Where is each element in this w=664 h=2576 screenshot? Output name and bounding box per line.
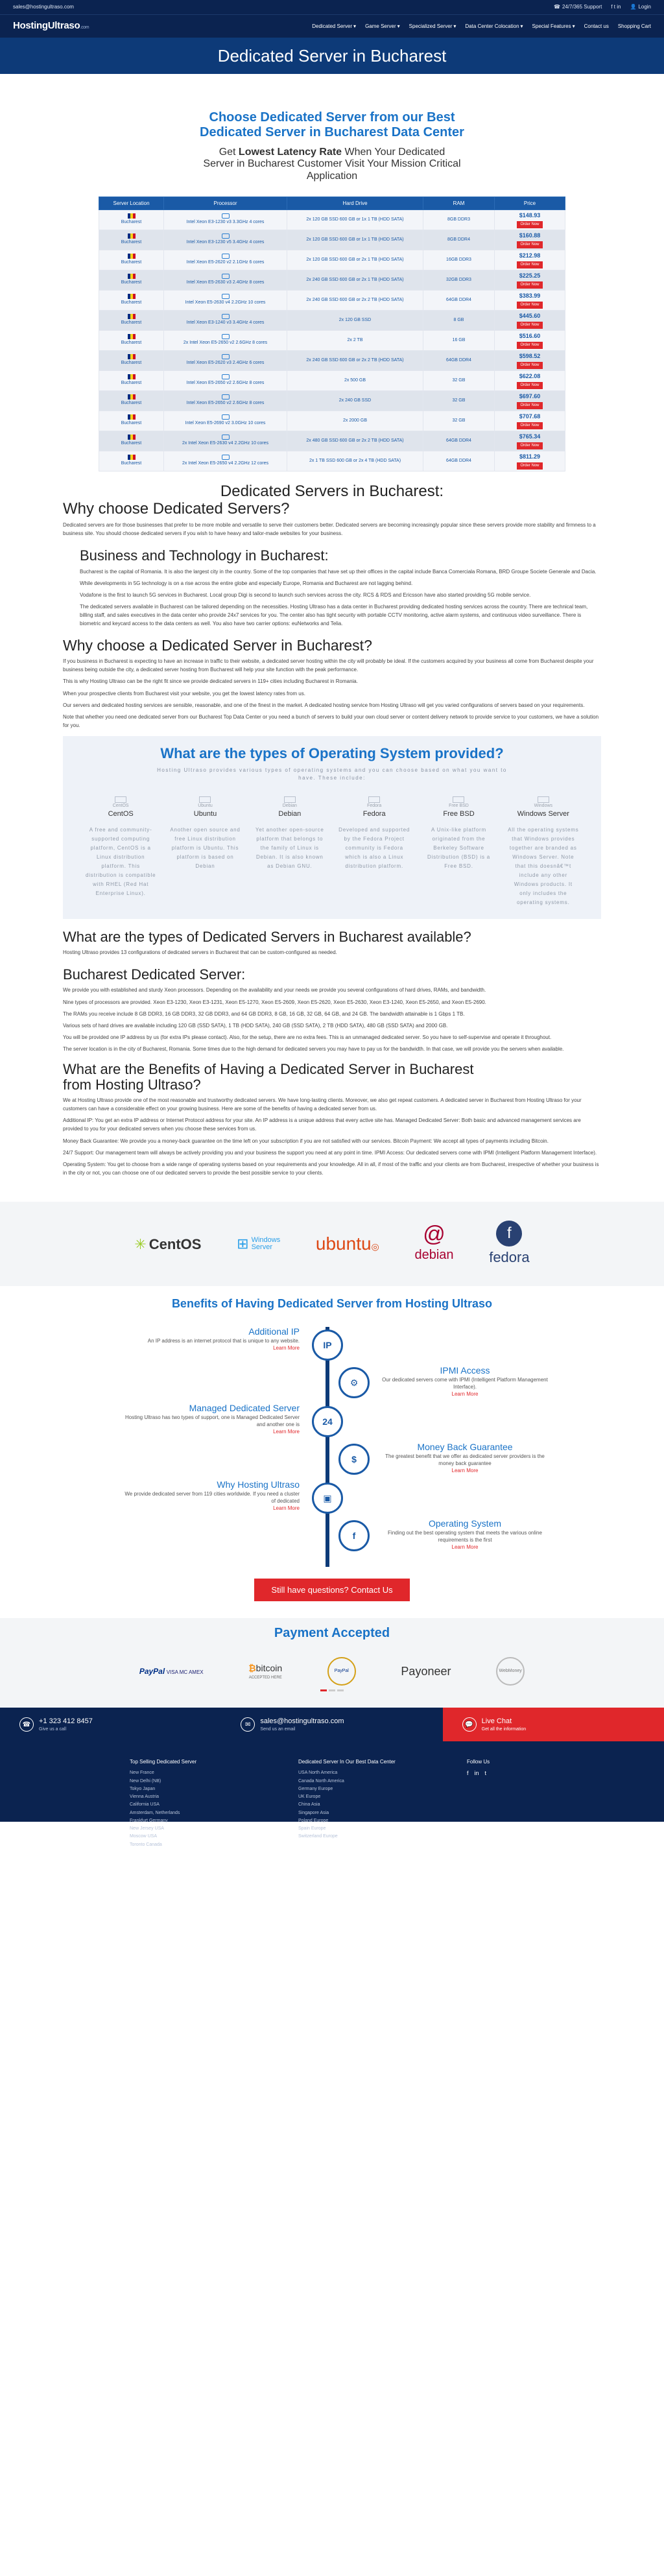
benefit-icon: $ <box>338 1444 370 1475</box>
server-row <box>99 230 565 250</box>
romania-flag-icon <box>128 394 136 400</box>
webmoney-badge: WebMoney <box>496 1657 525 1686</box>
cell-processor: Intel Xeon E5-2620 v3 2.4GHz 6 cores <box>164 351 287 371</box>
cell-location: Bucharest <box>99 210 164 230</box>
cell-hdd: 2x 240 GB SSD 600 GB or 2x 2 TB (HDD SATA) <box>287 351 423 371</box>
benefits-p1: We at Hosting Ultraso provide one of the most reasonable and trustworthy dedicated servers. We have long-lasting clients. Moreover, we also get repeat customers. A dedicated server in Bucharest from Hosting Ultraso for your customers can have a considerable effect on your growing business. Here are some of the benefits of having a dedicated server from us. <box>63 1097 582 1112</box>
payments-title: Payment Accepted <box>274 1626 390 1641</box>
romania-flag-icon <box>128 233 136 239</box>
cell-price: $212.98 Order Now <box>495 250 565 270</box>
order-now-button[interactable]: Order Now <box>517 261 543 268</box>
chat-icon: 💬 <box>462 1717 477 1732</box>
cell-price: $765.34 Order Now <box>495 431 565 451</box>
order-now-button[interactable]: Order Now <box>517 362 543 369</box>
cell-ram: 8 GB <box>423 311 495 331</box>
cell-location: Bucharest <box>99 431 164 451</box>
footer-link[interactable]: Spain Europe <box>298 1826 326 1831</box>
phone-icon: ☎ <box>19 1717 34 1732</box>
footer-link[interactable]: Tokyo Japan <box>130 1786 156 1791</box>
windows-server-logo: ⊞ Windows Server <box>237 1235 281 1252</box>
cell-price: $622.08 Order Now <box>495 371 565 391</box>
order-now-button[interactable]: Order Now <box>517 281 543 289</box>
cell-processor: Intel Xeon E5-2630 v4 2.2GHz 10 cores <box>164 291 287 311</box>
content-area <box>63 483 601 1177</box>
romania-flag-icon <box>128 213 136 219</box>
why-heading: Dedicated Servers in Bucharest: Why choose Dedicated Servers? <box>63 483 444 518</box>
os-title: What are the types of Operating System provided? <box>160 745 504 762</box>
main-nav <box>0 14 664 38</box>
romania-flag-icon <box>128 334 136 339</box>
types-text: Hosting Ultraso provides 13 configurations of dedicated servers in Bucharest that can be custom-configured as needed. <box>63 949 337 956</box>
live-chat[interactable]: 💬 Live Chat Get all the information <box>443 1708 664 1741</box>
footer-link[interactable]: Frankfurt Germany <box>130 1818 168 1823</box>
os-logo-icon <box>115 796 126 803</box>
order-now-button[interactable]: Order Now <box>517 241 543 248</box>
debian-swirl-icon: @ <box>423 1222 445 1247</box>
centos-icon: ✳ <box>134 1235 147 1252</box>
email-contact[interactable]: ✉ sales@hostingultraso.com Send us an email <box>221 1708 442 1741</box>
server-row <box>99 311 565 331</box>
cpu-icon <box>222 233 230 239</box>
debian-logo: @ debian <box>414 1222 454 1263</box>
headset-icon: ☎ <box>553 4 560 10</box>
hero-banner <box>0 38 664 74</box>
benefit-item: Operating System Finding out the best operating system that meets the various online requirements is the first Learn More <box>377 1519 552 1551</box>
server-row <box>99 250 565 270</box>
cell-processor: 2x Intel Xeon E5-2630 v4 2.2GHz 10 cores <box>164 431 287 451</box>
cell-price: $707.68 Order Now <box>495 411 565 431</box>
order-now-button[interactable]: Order Now <box>517 462 543 470</box>
cell-ram: 8GB DDR4 <box>423 230 495 250</box>
carousel-dots[interactable] <box>0 1689 664 1691</box>
paypal-cards-logo: PayPal VISA MC AMEX <box>139 1667 204 1676</box>
payoneer-logo: Payoneer <box>401 1664 451 1678</box>
footer-link[interactable]: Poland Europe <box>298 1818 329 1823</box>
nav-item-game-server[interactable]: Game Server ▾ <box>365 23 400 29</box>
order-now-button[interactable]: Order Now <box>517 382 543 389</box>
benefits-title: Benefits of Having Dedicated Server from Hosting Ultraso <box>171 1297 493 1311</box>
cell-ram: 64GB DDR4 <box>423 451 495 471</box>
whydc-heading: Why choose a Dedicated Server in Bucharest? <box>63 636 372 654</box>
cell-ram: 16GB DDR3 <box>423 250 495 270</box>
whydc-p1: If you business in Bucharest is expecting to have an increase in traffic to their website, a dedicated server hosting within the city will probably be ideal. If the customers acquired by your business all come from Bucharest despite your business being outside the city, a dedicated server hosting from Bucharest will help your site function with the peak performance. <box>63 658 594 673</box>
cell-hdd: 2x 500 GB <box>287 371 423 391</box>
server-row <box>99 331 565 351</box>
benefit-icon: 24 <box>312 1406 343 1437</box>
server-row <box>99 431 565 451</box>
cell-hdd: 2x 1 TB SSD 600 GB or 2x 4 TB (HDD SATA) <box>287 451 423 471</box>
cell-location: Bucharest <box>99 270 164 291</box>
order-now-button[interactable]: Order Now <box>517 302 543 309</box>
cell-hdd: 2x 120 GB SSD <box>287 311 423 331</box>
nav-menu <box>312 23 651 30</box>
os-logos-strip <box>0 1202 664 1286</box>
cell-location: Bucharest <box>99 451 164 471</box>
paypal-badge: PayPal <box>327 1657 356 1686</box>
cell-hdd: 2x 2000 GB <box>287 411 423 431</box>
order-now-button[interactable]: Order Now <box>517 442 543 449</box>
footer-link[interactable]: Vienna Austria <box>130 1795 160 1800</box>
order-now-button[interactable]: Order Now <box>517 342 543 349</box>
cell-processor: Intel Xeon E5-2620 v2 2.1GHz 6 cores <box>164 250 287 270</box>
footer-link[interactable]: Amsterdam, Netherlands <box>130 1810 180 1815</box>
footer-link[interactable]: Germany Europe <box>298 1786 333 1791</box>
romania-flag-icon <box>128 254 136 259</box>
os-logo-icon <box>453 796 464 803</box>
cell-location: Bucharest <box>99 250 164 270</box>
benefits-p5: Operating System: You get to choose from a wide range of operating systems based on your requirements and your knowledge. All in all, if most of the traffic and your clients are from Bucharest, irrespective of whether your business is in the city or not, you can choose one of our dedicated servers to provide the best possible service to your clients. <box>63 1162 599 1176</box>
benefits-section <box>0 1286 664 1567</box>
cell-hdd: 2x 480 GB SSD 600 GB or 2x 2 TB (HDD SATA) <box>287 431 423 451</box>
benefits-text-heading: What are the Benefits of Having a Dedicated Server in Bucharest from Hosting Ultraso? <box>63 1060 474 1093</box>
cell-price: $160.88 Order Now <box>495 230 565 250</box>
cell-processor: Intel Xeon E3-1230 v5 3.4GHz 4 cores <box>164 230 287 250</box>
benefit-item: Additional IP An IP address is an internet protocol that is unique to any website. Learn More <box>124 1327 300 1352</box>
payment-logos <box>0 1643 664 1686</box>
benefit-icon: ▣ <box>312 1483 343 1514</box>
os-item: Debian Debian Yet another open-source platform that belongs to the family of Linux is Debian. It is also known as Debian GNU. <box>254 796 326 907</box>
cpu-icon <box>222 274 230 279</box>
footer-col-follow: Follow Us f in t <box>467 1758 577 1822</box>
payments-section <box>0 1618 664 1708</box>
cell-location: Bucharest <box>99 230 164 250</box>
order-now-button[interactable]: Order Now <box>517 322 543 329</box>
learn-more-link[interactable]: Learn More <box>451 1468 479 1474</box>
cell-ram: 64GB DDR4 <box>423 291 495 311</box>
os-item: CentOS CentOS A free and community-supported computing platform, CentOS is a Linux distribution platform. This distribution is compatible with RHEL (Red Hat Enterprise Linux). <box>85 796 156 907</box>
cell-processor: 2x Intel Xeon E5-2650 v4 2.2GHz 12 cores <box>164 451 287 471</box>
cpu-icon <box>222 314 230 319</box>
nav-item-special-features[interactable]: Special Features ▾ <box>532 23 575 29</box>
os-logo-icon <box>368 796 380 803</box>
cpu-icon <box>222 394 230 400</box>
nav-item-contact[interactable]: Contact us <box>584 23 609 29</box>
server-row <box>99 391 565 411</box>
cell-hdd: 2x 240 GB SSD 600 GB or 2x 2 TB (HDD SATA) <box>287 291 423 311</box>
cpu-icon <box>222 455 230 460</box>
cell-processor: Intel Xeon E5-2630 v3 2.4GHz 8 cores <box>164 270 287 291</box>
benefit-icon: IP <box>312 1330 343 1361</box>
bds-p6: The server location is in the city of Bucharest, Romania. Some times due to the high demand for dedicated servers you may have to pay us for the bandwidth. In that case, we will provide you the servers when available. <box>63 1046 564 1053</box>
cell-location: Bucharest <box>99 391 164 411</box>
col-hdd: Hard Drive <box>287 197 423 210</box>
cpu-icon <box>222 334 230 339</box>
footer <box>0 1741 664 1847</box>
server-row <box>99 451 565 471</box>
server-row <box>99 351 565 371</box>
benefits-p3: Money Back Guarantee: We provide you a money-back guarantee on the time left on your subscription if you are not satisfied with our services. Bitcoin Payment: We accept all types of payments including Bitcoin. <box>63 1138 549 1144</box>
cpu-icon <box>222 374 230 379</box>
col-processor: Processor <box>164 197 287 210</box>
learn-more-link[interactable]: Learn More <box>451 1391 479 1398</box>
ubuntu-icon: ◎ <box>371 1241 379 1252</box>
order-now-button[interactable]: Order Now <box>517 221 543 228</box>
biz-p3: Vodafone is the first to launch 5G services in Bucharest. Local group Digi is second to launch such services across the city. RCS & RDS and Ericsson have also started providing 5G mobile service. <box>80 591 531 598</box>
cell-ram: 32 GB <box>423 371 495 391</box>
benefit-icon: f <box>338 1520 370 1551</box>
cpu-icon <box>222 213 230 219</box>
biz-p2: While developments in 5G technology is on a rise across the entire globe and especially Europe, Romania and Bucharest are not lagging behind. <box>80 580 413 586</box>
server-table <box>99 197 565 471</box>
support-link[interactable]: ☎ 24/7/365 Support <box>553 4 602 10</box>
cell-hdd: 2x 120 GB SSD 600 GB or 1x 1 TB (HDD SATA) <box>287 230 423 250</box>
cpu-icon <box>222 414 230 420</box>
ubuntu-logo: ubuntu◎ <box>315 1234 379 1254</box>
romania-flag-icon <box>128 294 136 299</box>
whydc-p2: This is why Hosting Ultraso can be the right fit since we provide dedicated servers in 119+ cities including Bucharest in Romania. <box>63 678 358 685</box>
footer-link[interactable]: New France <box>130 1771 154 1776</box>
biz-heading: Business and Technology in Bucharest: <box>80 547 329 564</box>
page-title: Dedicated Server in Bucharest <box>217 45 447 66</box>
bds-p3: The RAMs you receive include 8 GB DDR3, 16 GB DDR3, 32 GB DDR3, and 64 GB DDR3, 8 GB, 16 GB, 32 GB, 64 GB, and 24 GB. The bandwidth attainable is 1 Gbps 1 TB. <box>63 1010 465 1017</box>
os-logo-icon <box>284 796 296 803</box>
cell-price: $383.99 Order Now <box>495 291 565 311</box>
cell-processor: Intel Xeon E5-2650 v2 2.6GHz 8 cores <box>164 391 287 411</box>
footer-link[interactable]: Moscow USA <box>130 1834 158 1839</box>
cell-price: $811.29 Order Now <box>495 451 565 471</box>
cell-processor: Intel Xeon E3-1240 v3 3.4GHz 4 cores <box>164 311 287 331</box>
os-subtitle: Hosting Ultraso provides various types of operating systems and you can choose based on what you want to have. These include: <box>157 767 507 781</box>
os-columns <box>71 782 593 907</box>
benefit-item: Why Hosting Ultraso We provide dedicated server from 119 cities worldwide. If you need a cluster of dedicated Learn More <box>124 1479 300 1512</box>
footer-link[interactable]: UK Europe <box>298 1795 321 1800</box>
whydc-p3: When your prospective clients from Bucharest visit your website, you get the lowest latency rates from us. <box>63 690 305 697</box>
biz-p1: Bucharest is the capital of Romania. It is also the largest city in the country. Some of the top companies that have set up their offices in the capital include Banca Comerciala Romana, BRD Groupe Societe Generale and Dacia. <box>80 568 597 575</box>
benefits-p2: Additional IP: You get an extra IP address or Internet Protocol address for your site. An IP address is a unique address that every active site has. Managed Dedicated Server: Both basic and advanced management services are provided to you for your dedicated servers when you choose these services from us. <box>63 1117 581 1132</box>
cell-ram: 32GB DDR3 <box>423 270 495 291</box>
cell-location: Bucharest <box>99 311 164 331</box>
learn-more-link[interactable]: Learn More <box>273 1505 300 1512</box>
cell-location: Bucharest <box>99 291 164 311</box>
fedora-logo: f fedora <box>489 1221 529 1268</box>
types-heading: What are the types of Dedicated Servers in Bucharest available? <box>63 928 471 945</box>
bds-heading: Bucharest Dedicated Server: <box>63 966 246 983</box>
social-icon[interactable]: t <box>484 1770 487 1777</box>
romania-flag-icon <box>128 435 136 440</box>
footer-link[interactable]: California USA <box>130 1802 160 1807</box>
bds-p4: Various sets of hard drives are available including 120 GB (SSD SATA), 1 TB (HDD SATA), 240 GB (SSD SATA), 2 TB (HDD SATA), 480 GB (SSD SATA) and 2000 GB. <box>63 1022 448 1029</box>
user-icon: 👤 <box>630 4 637 10</box>
cell-hdd: 2x 120 GB SSD 600 GB or 1x 1 TB (HDD SATA) <box>287 210 423 230</box>
bds-p1: We provide you with established and sturdy Xeon processors. Depending on the availability and your needs we provide you several configurations of hard drives, RAMs, and bandwidth. <box>63 987 486 994</box>
footer-col-top-selling: Top Selling Dedicated Server New France New Delhi (NB) Tokyo Japan Vienna Austria California USA Amsterdam, Netherlands Frankfurt Germany New Jersey USA Moscow USA Toronto Canada <box>130 1758 240 1822</box>
cell-price: $148.93 Order Now <box>495 210 565 230</box>
cell-location: Bucharest <box>99 371 164 391</box>
romania-flag-icon <box>128 274 136 279</box>
server-row <box>99 270 565 291</box>
footer-link[interactable]: Singapore Asia <box>298 1810 329 1815</box>
why-text: Dedicated servers are for those businesses that prefer to be more mobile and versatile to serve their customers better. Dedicated servers are becoming increasingly popular since these servers provide more stability and firmness to a business site. You should choose dedicated servers if you wish to have heavy and tailor-made websites for your business. <box>63 521 596 537</box>
romania-flag-icon <box>128 414 136 420</box>
cell-price: $598.52 Order Now <box>495 351 565 371</box>
romania-flag-icon <box>128 314 136 319</box>
biz-p4: The dedicated servers available in Bucharest can be tailored depending on the necessities. Hosting Ultraso has a data center in Bucharest providing dedicated hosting services across the country. There are technical team, billing staff, and sales executives in the data center who provide 24x7 services for you. The center also has tight security with portable CCTV monitoring, active alarm systems, and continuous video surveillance. There is biometric and keycard access to the data centers as well. You also have two carrier options: euNetworks and Telia. <box>80 604 588 627</box>
server-row <box>99 371 565 391</box>
server-row <box>99 291 565 311</box>
whydc-p4: Our servers and dedicated hosting services are sensible, reasonable, and one of the finest in the market. A dedicated hosting service from Hosting Ultraso will get you varied configurations of servers based on your requirements. <box>63 702 585 708</box>
cell-price: $445.60 Order Now <box>495 311 565 331</box>
os-item: Fedora Fedora Developed and supported by the Fedora Project community is Fedora which is also a Linux distribution platform. <box>338 796 410 907</box>
benefits-timeline <box>124 1326 548 1567</box>
bds-p2: Nine types of processors are provided. Xeon E3-1230, Xeon E3-1231, Xeon E5-1270, Xeon E5-2609, Xeon E5-2620, Xeon E5-2630, Xeon E3-1240, Xeon E5-2650, and Xeon E5-2690. <box>63 999 486 1005</box>
cell-ram: 8GB DDR3 <box>423 210 495 230</box>
nav-item-dedicated-server[interactable]: Dedicated Server ▾ <box>312 23 357 29</box>
os-item: Windows Windows Server All the operating systems that Windows provides together are branded as Windows Server. Note that this doesnâ€™t include any other Windows products. It only includes the operating systems. <box>508 796 579 907</box>
cpu-icon <box>222 354 230 359</box>
footer-col-data-center: Dedicated Server In Our Best Data Center USA North America Canada North America Germany Europe UK Europe China Asia Singapore Asia Poland Europe Spain Europe Switzerland Europe <box>298 1758 409 1822</box>
cell-price: $225.25 Order Now <box>495 270 565 291</box>
benefit-item: Money Back Guarantee The greatest benefit that we offer as dedicated server providers is the money back guarantee Learn More <box>377 1442 552 1475</box>
cell-processor: Intel Xeon E5-2650 v2 2.6GHz 8 cores <box>164 371 287 391</box>
footer-link[interactable]: Switzerland Europe <box>298 1834 338 1839</box>
footer-link[interactable]: Toronto Canada <box>130 1842 162 1847</box>
site-logo[interactable]: HostingUltraso.com <box>13 20 89 32</box>
order-now-button[interactable]: Order Now <box>517 402 543 409</box>
centos-logo: ✳ CentOS <box>134 1234 201 1255</box>
footer-link[interactable]: Canada North America <box>298 1778 344 1783</box>
benefits-p4: 24/7 Support: Our management team will always be actively providing you and your business the support you need at any point in time. IPMI Access: Our dedicated servers come with IPMI (Intelligent Platform Management Interface). <box>63 1149 597 1156</box>
cell-location: Bucharest <box>99 411 164 431</box>
benefit-icon: ⚙ <box>338 1367 370 1398</box>
os-item: Free BSD Free BSD A Unix-like platform originated from the Berkeley Software Distribution (BSD) is a Free BSD. <box>423 796 494 907</box>
cell-ram: 64GB DDR4 <box>423 351 495 371</box>
cell-ram: 32 GB <box>423 391 495 411</box>
romania-flag-icon <box>128 374 136 379</box>
top-bar <box>0 0 664 14</box>
cell-location: Bucharest <box>99 331 164 351</box>
cell-ram: 32 GB <box>423 411 495 431</box>
server-row <box>99 411 565 431</box>
phone-contact[interactable]: ☎ +1 323 412 8457 Give us a call <box>0 1708 221 1741</box>
os-panel <box>63 736 601 919</box>
cell-price: $516.60 Order Now <box>495 331 565 351</box>
os-logo-icon <box>199 796 211 803</box>
footer-link[interactable]: USA North America <box>298 1771 338 1776</box>
col-ram: RAM <box>423 197 495 210</box>
login-link[interactable]: 👤 Login <box>630 4 651 10</box>
footer-link[interactable]: China Asia <box>298 1802 320 1807</box>
benefit-item: Managed Dedicated Server Hosting Ultraso has two types of support, one is Managed Dedicated Server and another one is Learn More <box>124 1403 300 1435</box>
contact-bar <box>0 1708 664 1741</box>
cell-hdd: 2x 120 GB SSD 600 GB or 2x 1 TB (HDD SATA) <box>287 250 423 270</box>
cell-hdd: 2x 240 GB SSD 600 GB or 2x 1 TB (HDD SATA) <box>287 270 423 291</box>
contact-us-button[interactable]: Still have questions? Contact Us <box>254 1579 409 1601</box>
bitcoin-logo: ₿bitcoin ACCEPTED HERE <box>248 1663 283 1680</box>
col-price: Price <box>495 197 565 210</box>
romania-flag-icon <box>128 354 136 359</box>
cpu-icon <box>222 294 230 299</box>
learn-more-link[interactable]: Learn More <box>273 1429 300 1435</box>
cell-processor: 2x Intel Xeon E5-2650 v2 2.6GHz 8 cores <box>164 331 287 351</box>
social-icon[interactable]: f <box>467 1770 469 1777</box>
social-icons: f t in <box>611 4 621 10</box>
timeline-line <box>326 1327 329 1567</box>
cell-ram: 64GB DDR4 <box>423 431 495 451</box>
romania-flag-icon <box>128 455 136 460</box>
learn-more-link[interactable]: Learn More <box>451 1544 479 1551</box>
cell-location: Bucharest <box>99 351 164 371</box>
order-now-button[interactable]: Order Now <box>517 422 543 429</box>
os-logo-icon <box>538 796 549 803</box>
footer-link[interactable]: New Jersey USA <box>130 1826 164 1831</box>
nav-item-cart[interactable]: Shopping Cart <box>617 23 651 29</box>
benefit-item: IPMI Access Our dedicated servers come with IPMI (Intelligent Platform Management Interface). Learn More <box>377 1366 552 1398</box>
cpu-icon <box>222 435 230 440</box>
nav-item-colocation[interactable]: Data Center Colocation ▾ <box>465 23 523 29</box>
cpu-icon <box>222 254 230 259</box>
os-item: Ubuntu Ubuntu Another open source and free Linux distribution platform is Ubuntu. This platform is based on Debian <box>169 796 241 907</box>
cell-processor: Intel Xeon E5-2690 v2 3.0GHz 10 cores <box>164 411 287 431</box>
cell-hdd: 2x 2 TB <box>287 331 423 351</box>
intro-title: Choose Dedicated Server from our Best Dedicated Server in Bucharest Data Center <box>200 110 464 139</box>
cell-hdd: 2x 240 GB SSD <box>287 391 423 411</box>
nav-item-specialized-server[interactable]: Specialized Server ▾ <box>409 23 456 29</box>
fedora-icon: f <box>496 1221 522 1246</box>
cell-price: $697.60 Order Now <box>495 391 565 411</box>
cell-processor: Intel Xeon E3-1230 v3 3.3GHz 4 cores <box>164 210 287 230</box>
cell-ram: 16 GB <box>423 331 495 351</box>
learn-more-link[interactable]: Learn More <box>273 1344 300 1351</box>
topbar-email[interactable]: sales@hostingultraso.com <box>13 4 74 10</box>
whydc-p5: Note that whether you need one dedicated server from our Bucharest Top Data Center or you need a bunch of servers to build your own cloud server or content delivery network to provide service to your customers, we have a solution for you. <box>63 713 599 729</box>
col-location: Server Location <box>99 197 164 210</box>
windows-icon: ⊞ <box>237 1235 249 1252</box>
intro-subtitle: Get Lowest Latency Rate When Your Dedicated Server in Bucharest Customer Visit Your Mission Critical Application <box>203 147 461 182</box>
bds-p5: You will be provided one IP address by us (for extra IPs please contact). Also, for the setup, there are no extra fees. This is an unmanaged dedicated server. So you have to self-supervise and operate it throughout. <box>63 1034 552 1041</box>
server-row <box>99 210 565 230</box>
cta-section <box>0 1579 664 1601</box>
social-icon[interactable]: in <box>474 1770 479 1777</box>
footer-link[interactable]: New Delhi (NB) <box>130 1778 161 1783</box>
intro-section <box>0 74 664 197</box>
email-icon: ✉ <box>241 1717 255 1732</box>
